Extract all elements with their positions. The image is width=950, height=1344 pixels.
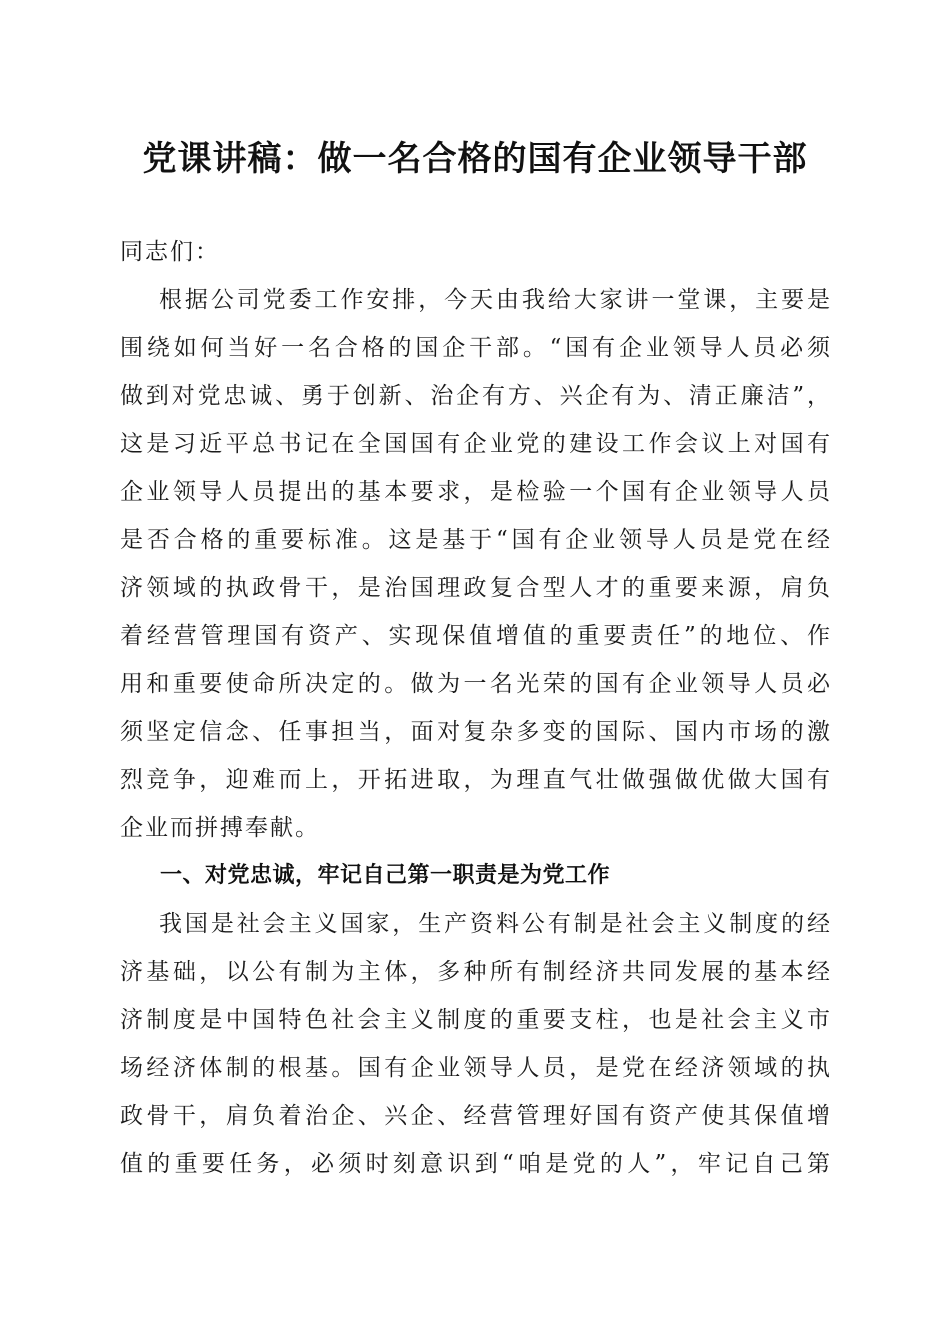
paragraph-1-line: 须坚定信念、任事担当，面对复杂多变的国际、国内市场的激: [120, 719, 830, 745]
paragraph-1-line: 着经营管理国有资产、实现保值增值的重要责任”的地位、作: [120, 623, 830, 649]
page-title: 党课讲稿：做一名合格的国有企业领导干部: [142, 139, 808, 179]
paragraph-2-line: 场经济体制的根基。国有企业领导人员，是党在经济领域的执: [120, 1055, 830, 1081]
paragraph-1-line: 围绕如何当好一名合格的国企干部。“国有企业领导人员必须: [120, 335, 830, 361]
paragraph-2-line: 政骨干，肩负着治企、兴企、经营管理好国有资产使其保值增: [120, 1103, 830, 1129]
paragraph-1-line: 是否合格的重要标准。这是基于“国有企业领导人员是党在经: [120, 527, 830, 553]
paragraph-2-line: 济基础，以公有制为主体，多种所有制经济共同发展的基本经: [120, 959, 830, 985]
paragraph-1-line: 做到对党忠诚、勇于创新、治企有方、兴企有为、清正廉洁”，: [120, 383, 830, 409]
salutation: 同志们：: [120, 239, 220, 265]
paragraph-1-line: 这是习近平总书记在全国国有企业党的建设工作会议上对国有: [120, 431, 830, 457]
paragraph-1-line: 烈竞争，迎难而上，开拓进取，为理直气壮做强做优做大国有: [120, 767, 830, 793]
paragraph-2-line: 济制度是中国特色社会主义制度的重要支柱，也是社会主义市: [120, 1007, 830, 1033]
paragraph-2-line: 我国是社会主义国家，生产资料公有制是社会主义制度的经: [159, 911, 830, 937]
section-heading-1: 一、对党忠诚，牢记自己第一职责是为党工作: [160, 863, 611, 888]
paragraph-1-line: 企业而拼搏奉献。: [120, 815, 320, 841]
paragraph-1-line: 根据公司党委工作安排，今天由我给大家讲一堂课，主要是: [159, 287, 830, 313]
paragraph-1-line: 企业领导人员提出的基本要求，是检验一个国有企业领导人员: [120, 479, 830, 505]
document-body: [120, 228, 830, 1188]
paragraph-1-line: 用和重要使命所决定的。做为一名光荣的国有企业领导人员必: [120, 671, 830, 697]
paragraph-1-line: 济领域的执政骨干，是治国理政复合型人才的重要来源，肩负: [120, 575, 830, 601]
paragraph-2-line: 值的重要任务，必须时刻意识到“咱是党的人”，牢记自己第: [120, 1151, 830, 1177]
